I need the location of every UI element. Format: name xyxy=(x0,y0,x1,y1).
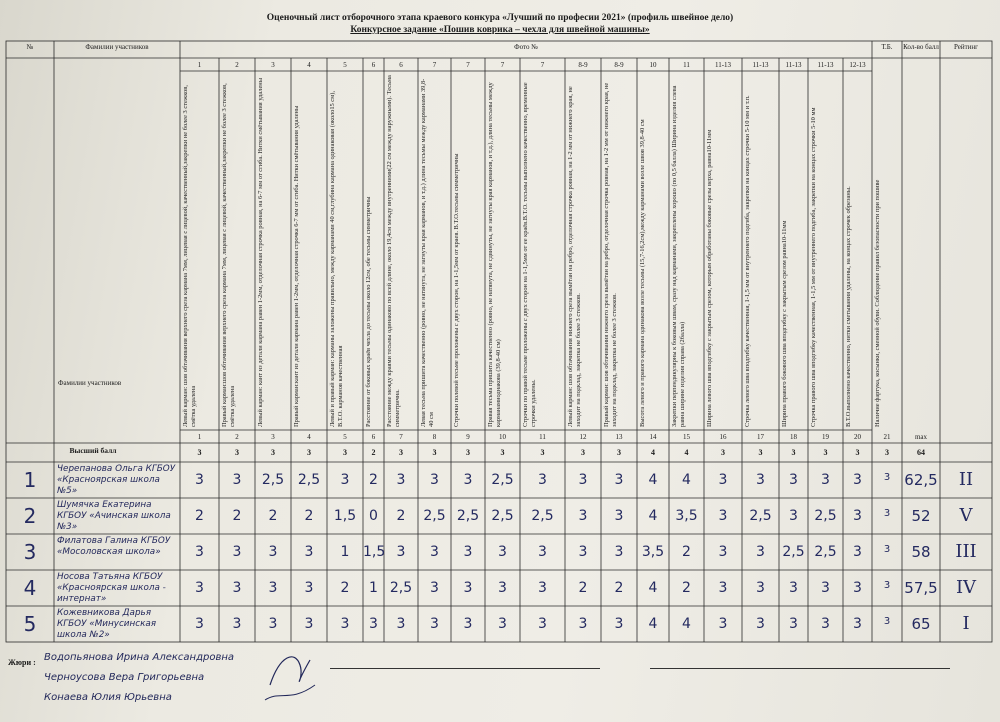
score-cell: 4 xyxy=(682,616,691,632)
criterion-text: Левый карман: шов обтачивания нижнего среза вымётан на ребро, отделочная строчка ровная, на 1-2 мм от нижнего края, не заходит на подклад, закрепка не более 3 стежков. xyxy=(567,86,582,427)
score-cell: 4 xyxy=(648,508,658,524)
score-cell: 2 xyxy=(682,580,691,596)
score-cell: 3 xyxy=(853,544,862,560)
criterion-text: Правый карман: шов обтачивания нижнего среза вымётан на ребро, отделочная строчка ровная, на 1-2 мм от нижнего края, не заходит на подклад, закрепка не более 3 стежков. xyxy=(603,82,618,427)
max-score: 3 xyxy=(855,448,860,457)
total-score: 65 xyxy=(911,615,931,633)
score-cell: 3 xyxy=(756,616,765,632)
score-cell: 4 xyxy=(648,472,658,488)
col-tb-header: Т.Б. xyxy=(881,43,893,51)
score-cell: 3 xyxy=(396,616,406,632)
score-cell: 3 xyxy=(195,544,204,560)
score-cell: 3 xyxy=(718,580,728,596)
criterion-text: Строчки по правой тесьме проложены с двух сторон на 1-1,5мм от ее краёв.В.Т.О. тесьмы выполнено качественно, временные строчки удалены. xyxy=(522,82,537,427)
score-cell: 3 xyxy=(578,508,588,524)
score-cell: 3 xyxy=(821,616,830,632)
max-score: 3 xyxy=(540,448,545,457)
score-cell: 1,5 xyxy=(363,544,386,560)
rating-value: I xyxy=(962,613,970,634)
score-cell: 3 xyxy=(756,472,765,488)
score-cell: 3 xyxy=(821,580,830,596)
photo-number: 11-13 xyxy=(785,61,802,69)
score-cell: 3 xyxy=(268,616,278,632)
criterion-number: 16 xyxy=(719,433,727,441)
score-cell: 3 xyxy=(396,472,406,488)
max-score: 3 xyxy=(399,448,403,457)
max-score: 4 xyxy=(684,448,689,457)
signature-scribble xyxy=(260,645,320,705)
participant-name: Черепанова Ольга КГБОУ «Красноярская школа №5» xyxy=(57,464,176,496)
score-cell: 2,5 xyxy=(814,544,837,560)
participant-name: Кожевникова Дарья КГБОУ «Минусинская школа №2» xyxy=(57,608,157,640)
jury-member-3: Конаева Юлия Юрьевна xyxy=(44,692,172,703)
total-score: 58 xyxy=(911,543,931,561)
criterion-text: Строчка левого шва вподгибку качественная, 1-1,5 мм от внутреннего подгиба, закрепки на концах строчки 5-10 мм и т.п. xyxy=(744,95,751,427)
score-cell: 3,5 xyxy=(675,508,698,524)
criterion-number: 2 xyxy=(235,433,239,441)
max-score: 3 xyxy=(235,448,239,457)
criterion-text: Расстояние между краями тесьмы одинаково по всей длине, около 19,4см между внутренними(22 см между наружными). Тесьма симметрична. xyxy=(386,75,401,427)
score-cell: 3 xyxy=(463,580,473,596)
score-cell: 3 xyxy=(578,616,588,632)
score-cell: 2 xyxy=(682,544,691,560)
signature-line-2 xyxy=(650,668,950,669)
criterion-text: Расстояние от боковых краёв чехла до тесьмы около 12см, обе тесьмы симметричны xyxy=(365,196,372,427)
criterion-text: Левый карман: шов обтачивания верхнего среза кармана 7мм, лицевая с лицевой, качественный,закрепки не более 3 стежков, смётка удалена xyxy=(182,85,197,427)
score-cell: 3 xyxy=(853,580,862,596)
score-cell: 3 xyxy=(718,544,728,560)
criterion-text: Наличие фартука, косынки, сменной обуви. Соблюдение правил безопасности при пошиве xyxy=(874,179,881,427)
score-cell: 2 xyxy=(614,580,624,596)
score-cell: 3 xyxy=(789,580,798,596)
col-score-header: Кол-во балл xyxy=(903,43,939,51)
max-score: 3 xyxy=(823,448,828,457)
score-cell: 2,5 xyxy=(261,472,285,488)
photo-number: 11 xyxy=(683,61,690,69)
criterion-number: 5 xyxy=(343,433,347,441)
score-cell: 3 xyxy=(853,508,862,524)
col-photo-header: Фото № xyxy=(514,43,538,51)
criterion-text: Левый карман: кант из детали кармана равен 1-2мм, отделочная строчка ровная, на 6-7 мм от сгиба. Нитки смётывания удалены xyxy=(257,77,264,427)
criterion-text: Строчка правого шва вподгибку качественная, 1-1,5 мм от внутреннего подгиба, закрепки на концах строчки 5-10 мм xyxy=(810,107,817,427)
criterion-number: 17 xyxy=(757,433,764,441)
score-cell: 2,5 xyxy=(423,508,446,524)
max-score: 3 xyxy=(271,448,275,457)
score-cell: 2,5 xyxy=(389,580,413,596)
score-cell: 2 xyxy=(369,472,378,488)
max-score: 4 xyxy=(651,448,655,457)
criterion-number: 7 xyxy=(399,433,403,441)
max-score: 3 xyxy=(885,448,889,457)
max-score: 3 xyxy=(197,448,202,457)
participant-name: Шумячка Екатерина КГБОУ «Ачинская школа №3» xyxy=(57,500,171,532)
criterion-text: Ширина правого бокового шва вподгибку с закрытым срезом равна10-11мм xyxy=(781,220,788,427)
score-cell: 3 xyxy=(430,580,439,596)
max-score-row-label: Высший балл xyxy=(69,446,117,455)
photo-number: 2 xyxy=(235,61,239,69)
max-score: 3 xyxy=(617,448,621,457)
document-subtitle: Конкурсное задание «Пошив коврика – чехла для швейной машины» xyxy=(350,25,650,35)
max-score: 3 xyxy=(466,448,470,457)
rating-value: III xyxy=(955,541,977,562)
max-score: 3 xyxy=(432,448,437,457)
score-cell: 3 xyxy=(538,616,547,632)
criterion-number: 1 xyxy=(197,433,202,441)
score-cell: 2,5 xyxy=(749,508,772,524)
score-cell: 3 xyxy=(853,472,862,488)
participant-number: 1 xyxy=(23,468,37,492)
photo-number: 8-9 xyxy=(578,61,588,69)
total-score: 57,5 xyxy=(904,579,938,597)
score-cell: 3 xyxy=(883,580,891,591)
photo-number: 1 xyxy=(197,61,202,69)
score-cell: 1,5 xyxy=(333,508,357,524)
score-cell: 3 xyxy=(463,544,473,560)
photo-number: 7 xyxy=(466,61,470,69)
score-cell: 3 xyxy=(789,508,798,524)
participant-number: 5 xyxy=(23,612,37,636)
criterion-text: Закрепки перпендикулярны к боковым швам, сразу над карманами, закреплены хорошо (по 0,5 баллa) Ширина изделия слева равна ширине изделия справа (2балла) xyxy=(671,85,686,427)
score-cell: 3 xyxy=(789,616,798,632)
score-cell: 3 xyxy=(369,616,378,632)
score-cell: 2 xyxy=(578,580,588,596)
jury-member-2: Черноусова Вера Григорьевна xyxy=(44,672,205,683)
max-score: 3 xyxy=(581,448,585,457)
score-cell: 3 xyxy=(498,544,507,560)
criterion-text: В.Т.О.выполнено качественно, нитки сметывания удалены, на концах строчек обрезаны. xyxy=(845,186,852,427)
score-cell: 2 xyxy=(232,508,242,524)
participant-number: 2 xyxy=(23,504,37,528)
names-row-label: Фамилии участников xyxy=(58,379,122,387)
score-cell: 3 xyxy=(232,580,242,596)
criterion-number: 4 xyxy=(307,433,311,441)
score-cell: 2,5 xyxy=(491,508,514,524)
score-cell: 4 xyxy=(648,580,658,596)
score-cell: 3 xyxy=(232,472,242,488)
total-score: 62,5 xyxy=(904,471,938,489)
photo-number: 5 xyxy=(343,61,347,69)
criterion-number: 14 xyxy=(649,433,657,441)
criterion-text: Строчки полевой тесьме проложены с двух сторон, на 1-1,5мм от краев. В.Т.О.тесьмы симметричны xyxy=(453,153,460,427)
score-cell: 3 xyxy=(463,472,473,488)
criterion-text: Ширина левого шва вподгибку с закрытым срезом, которым обработаны боковые срезы верха, равна10-11мм xyxy=(706,129,713,427)
participant-number: 3 xyxy=(23,540,37,564)
max-score: 3 xyxy=(791,448,796,457)
score-cell: 2 xyxy=(268,508,278,524)
score-cell: 2,5 xyxy=(782,544,805,560)
col-rating-header: Рейтинг xyxy=(953,43,979,51)
score-cell: 3 xyxy=(498,580,507,596)
score-cell: 3 xyxy=(340,472,350,488)
rating-value: IV xyxy=(955,577,977,598)
score-cell: 3 xyxy=(430,616,439,632)
photo-number: 7 xyxy=(540,61,545,69)
rating-value: II xyxy=(958,469,974,490)
criterion-text: Правый карман:шов обтачивания верхнего среза кармана 7мм, лицевая с лицевой, качественный,закрепки не более 3 стежков, смётка удалена xyxy=(221,83,236,427)
score-cell: 3 xyxy=(463,616,473,632)
score-cell: 3 xyxy=(883,616,891,627)
criterion-text: Левая тесьма пришита качественно (ровно, не натянута, не загнуты края карманов, и т.д.) длина тесьмы между карманами 39,8-40 см xyxy=(420,78,435,427)
criterion-number: 15 xyxy=(683,433,690,441)
criterion-number: 21 xyxy=(883,433,891,441)
jury-label: Жюри : xyxy=(8,658,36,667)
photo-number: 6 xyxy=(371,61,376,69)
score-cell: 2 xyxy=(195,508,204,524)
total-score: 52 xyxy=(911,507,931,525)
photo-number: 7 xyxy=(500,61,505,69)
col-names-header: Фамилии участников xyxy=(85,43,149,51)
max-label: max xyxy=(914,433,928,441)
score-cell: 3 xyxy=(718,508,728,524)
score-cell: 4 xyxy=(682,472,691,488)
photo-number: 11-13 xyxy=(714,61,732,69)
criterion-number: 6 xyxy=(371,433,376,441)
score-cell: 3 xyxy=(232,544,242,560)
score-cell: 3 xyxy=(195,616,204,632)
score-cell: 3 xyxy=(195,472,204,488)
score-cell: 2 xyxy=(340,580,350,596)
score-cell: 3 xyxy=(268,544,278,560)
criterion-text: Левый и правый карман: карманы заложены правильно, между карманами 40 см,глубина кармана одинаковая (около15 см), В.Т.О. карманов качественная xyxy=(329,91,344,427)
score-cell: 3 xyxy=(614,616,624,632)
participant-name: Филатова Галина КГБОУ «Мосоловская школа» xyxy=(57,536,171,557)
score-cell: 3 xyxy=(498,616,507,632)
criterion-number: 20 xyxy=(854,433,861,441)
criterion-text: Высота левого и правого кармана одинакова возле тесьмы (15,7-16,2см),между карманами возле швов 39,8-40 см xyxy=(639,119,646,427)
score-cell: 3 xyxy=(756,580,765,596)
criterion-number: 18 xyxy=(790,433,797,441)
criterion-number: 9 xyxy=(466,433,470,441)
score-cell: 3 xyxy=(883,508,891,519)
photo-number: 6 xyxy=(399,61,403,69)
signature-line-1 xyxy=(330,668,600,669)
score-cell: 3 xyxy=(195,580,204,596)
criterion-number: 10 xyxy=(499,433,506,441)
score-cell: 1 xyxy=(369,580,378,596)
max-score: 3 xyxy=(500,448,505,457)
score-cell: 3,5 xyxy=(641,544,665,560)
photo-number: 7 xyxy=(432,61,437,69)
score-cell: 3 xyxy=(340,616,350,632)
score-cell: 3 xyxy=(821,472,830,488)
participant-name: Носова Татьяна КГБОУ «Красноярская школа - интернат» xyxy=(57,572,166,604)
score-cell: 2,5 xyxy=(814,508,837,524)
criterion-number: 13 xyxy=(615,433,623,441)
max-score: 3 xyxy=(307,448,311,457)
criterion-number: 19 xyxy=(822,433,829,441)
photo-number: 11-13 xyxy=(752,61,769,69)
score-cell: 3 xyxy=(538,544,547,560)
score-cell: 3 xyxy=(304,580,314,596)
photo-number: 3 xyxy=(271,61,275,69)
score-cell: 3 xyxy=(304,616,314,632)
max-score: 3 xyxy=(721,448,725,457)
criterion-number: 8 xyxy=(432,433,437,441)
score-cell: 3 xyxy=(268,580,278,596)
max-score: 64 xyxy=(917,448,925,457)
score-cell: 4 xyxy=(648,616,658,632)
score-cell: 2,5 xyxy=(531,508,554,524)
criterion-number: 11 xyxy=(539,433,546,441)
jury-member-1: Водопьянова Ирина Александровна xyxy=(44,652,235,663)
score-cell: 3 xyxy=(538,580,547,596)
score-cell: 2 xyxy=(304,508,314,524)
score-cell: 2 xyxy=(396,508,406,524)
score-cell: 1 xyxy=(340,544,350,560)
score-cell: 3 xyxy=(578,544,588,560)
document-title: Оценочный лист отборочного этапа краевого конкура «Лучший по професии 2021» (профиль швейное дело) xyxy=(266,13,734,23)
criterion-text: Правая тесьма пришита качественно (ровно, не натянута, не сдвинуты, не загнуты края карманов, и т.д.), длина тесьмы между карманамиоднакова (39,8-40 см) xyxy=(487,82,502,427)
max-score: 3 xyxy=(758,448,763,457)
score-cell: 3 xyxy=(883,472,891,483)
photo-number: 12-13 xyxy=(849,61,866,69)
score-cell: 3 xyxy=(304,544,314,560)
score-cell: 3 xyxy=(614,544,624,560)
score-cell: 3 xyxy=(718,616,728,632)
score-cell: 3 xyxy=(430,544,439,560)
criterion-number: 3 xyxy=(271,433,275,441)
score-cell: 3 xyxy=(430,472,439,488)
col-number-header: № xyxy=(26,43,34,51)
criterion-number: 12 xyxy=(579,433,587,441)
score-cell: 3 xyxy=(718,472,728,488)
score-cell: 3 xyxy=(578,472,588,488)
score-cell: 2,5 xyxy=(456,508,480,524)
photo-number: 4 xyxy=(307,61,311,69)
criterion-text: Правый карман:кант из детали кармана равен 1-2мм, отделочная строчка 6-7 мм от сгиба. Нитки смётывания удалены xyxy=(293,105,300,427)
score-cell: 2,5 xyxy=(297,472,321,488)
photo-number: 8-9 xyxy=(614,61,624,69)
score-cell: 3 xyxy=(232,616,242,632)
score-cell: 2,5 xyxy=(491,472,514,488)
rating-value: V xyxy=(959,505,973,526)
score-cell: 3 xyxy=(756,544,765,560)
score-cell: 3 xyxy=(614,472,624,488)
score-cell: 3 xyxy=(853,616,862,632)
photo-number: 11-13 xyxy=(817,61,834,69)
max-score: 3 xyxy=(343,448,347,457)
photo-number: 10 xyxy=(649,61,657,69)
score-cell: 0 xyxy=(369,508,378,524)
score-cell: 3 xyxy=(883,544,891,555)
participant-number: 4 xyxy=(23,576,37,600)
score-cell: 3 xyxy=(614,508,624,524)
score-cell: 3 xyxy=(538,472,547,488)
max-score: 2 xyxy=(371,448,376,457)
score-cell: 3 xyxy=(396,544,406,560)
score-cell: 3 xyxy=(789,472,798,488)
